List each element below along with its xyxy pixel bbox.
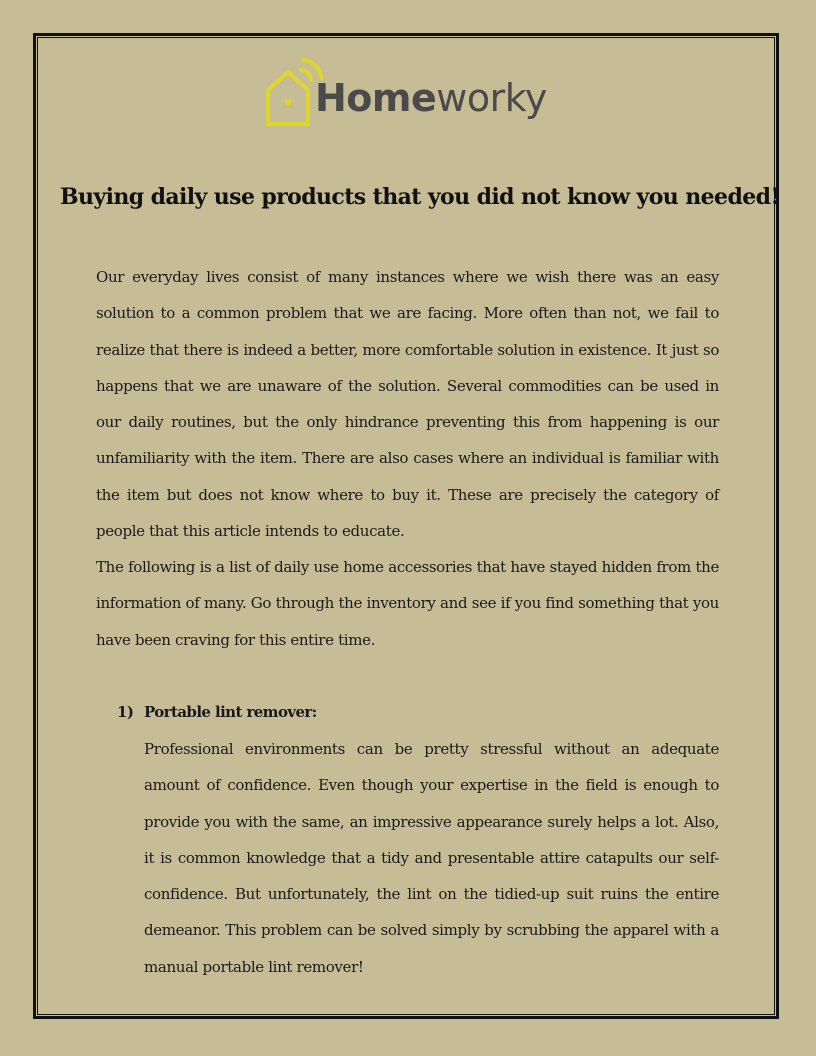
intro-paragraph: Our everyday lives consist of many instances where we wish there was an easy solution to a common problem that we are facing. More often than not, we fail to realize that there is indeed a better, more comfortable solution in existence. It just so happens that we are unaware of the solution. Several commodities can be used in our daily routines, but the only hindrance preventing this from happening is our unfamiliarity with the item. There are also cases where an individual is familiar with the item but does not know where to buy it. These are precisely the category of people that this article intends to educate. — [96, 268, 719, 541]
homeworky-logo — [262, 52, 562, 132]
list-item-number: 1) — [117, 703, 134, 721]
logo-word-home: Home — [315, 76, 437, 120]
list-intro-paragraph: The following is a list of daily use home accessories that have stayed hidden from the information of many. Go through the inventory and see if you find something that you have been craving for this entire time. — [96, 558, 719, 649]
list-item-body: Professional environments can be pretty stressful without an adequate amount of confidence. Even though your expertise in the field is enough to provide you with the same, an impressive appearance surely helps a lot. Also, it is common knowledge that a tidy and presentable attire catapults our self-confidence. But unfortunately, the lint on the tidied-up suit ruins the entire demeanor. This problem can be solved simply by scrubbing the apparel with a manual portable lint remover! — [144, 740, 719, 976]
list-item-heading: Portable lint remover: — [144, 703, 317, 721]
logo-wordmark — [315, 76, 547, 120]
logo-word-worky: worky — [436, 76, 547, 120]
article-title: Buying daily use products that you did not know you needed! — [60, 184, 780, 210]
